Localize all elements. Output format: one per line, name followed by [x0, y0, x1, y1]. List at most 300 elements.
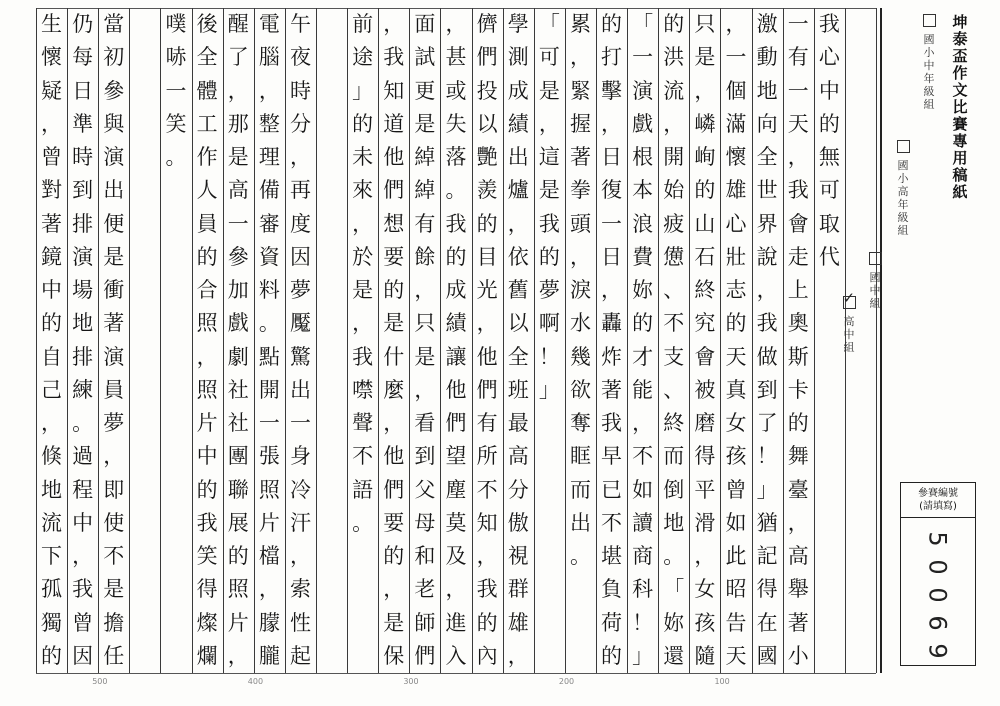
grid-cell: [318, 407, 346, 440]
grid-cell: 本: [632, 178, 654, 203]
form-title-char: 賽: [952, 115, 968, 133]
grid-cell: 擔: [103, 610, 125, 635]
grid-cell: 出: [289, 377, 311, 402]
char-count-marker: 300: [403, 677, 419, 686]
grid-cell: 妳: [663, 610, 685, 635]
grid-cell: 的: [538, 244, 560, 269]
grid-cell: 商: [632, 544, 654, 569]
grid-cell: [131, 75, 159, 108]
grid-column: [473, 8, 501, 673]
grid-cell: 不: [103, 544, 125, 569]
grid-cell: 讀: [632, 510, 654, 535]
grid-cell: 心: [818, 45, 840, 70]
grid-cell: 眶: [569, 444, 591, 469]
grid-cell: 一: [258, 411, 280, 436]
grid-cell: 場: [72, 278, 94, 303]
grid-cell: 照: [227, 577, 249, 602]
grid-cell: 中: [72, 510, 94, 535]
grid-cell: 可: [818, 178, 840, 203]
category-label-char: 年: [897, 198, 909, 211]
grid-cell: 那: [227, 111, 249, 136]
grid-cell: [131, 41, 159, 74]
grid-cell: 我: [445, 211, 467, 236]
grid-cell: 向: [756, 111, 778, 136]
grid-cell: 國: [756, 643, 778, 668]
grid-cell: 開: [258, 377, 280, 402]
grid-cell: [535, 640, 563, 673]
grid-cell: 是: [383, 311, 405, 336]
grid-cell: [131, 607, 159, 640]
grid-cell: 界: [756, 211, 778, 236]
grid-cell: [318, 640, 346, 673]
grid-cell: 們: [383, 178, 405, 203]
grid-cell: 練: [72, 377, 94, 402]
grid-cell: 著: [41, 211, 63, 236]
grid-cell: 展: [227, 510, 249, 535]
grid-cell: 洪: [663, 45, 685, 70]
grid-cell: 我: [818, 12, 840, 37]
grid-cell: [131, 307, 159, 340]
category-label-char: 組: [923, 98, 935, 111]
grid-cell: 資: [258, 244, 280, 269]
grid-cell: 參: [227, 244, 249, 269]
grid-cell: 地: [41, 477, 63, 502]
grid-cell: 說: [756, 244, 778, 269]
grid-cell: ，: [756, 278, 778, 303]
grid-cell: 爐: [507, 178, 529, 203]
grid-cell: 中: [41, 278, 63, 303]
grid-cell: 代: [818, 244, 840, 269]
grid-cell: 已: [601, 477, 623, 502]
grid-cell: 懷: [41, 45, 63, 70]
grid-cell: [318, 507, 346, 540]
grid-column: [722, 8, 750, 673]
grid-cell: 一: [632, 45, 654, 70]
grid-cell: [349, 640, 377, 673]
grid-cell: [131, 8, 159, 41]
grid-cell: [131, 274, 159, 307]
grid-cell: 高: [787, 544, 809, 569]
grid-cell: 生: [41, 12, 63, 37]
grid-cell: 光: [476, 278, 498, 303]
grid-cell: 荷: [601, 610, 623, 635]
grid-cell: 懷: [725, 145, 747, 170]
grid-cell: 女: [694, 577, 716, 602]
grid-cell: [131, 540, 159, 573]
grid-cell: [318, 8, 346, 41]
category-option[interactable]: [920, 14, 938, 111]
grid-cell: 社: [227, 411, 249, 436]
form-title-char: 紙: [952, 183, 968, 201]
grid-cell: 握: [569, 111, 591, 136]
grid-cell: [318, 174, 346, 207]
grid-cell: 中: [196, 444, 218, 469]
grid-cell: 出: [507, 145, 529, 170]
grid-cell: 得: [694, 444, 716, 469]
grid-cell: [131, 208, 159, 241]
grid-cell: 什: [383, 344, 405, 369]
grid-column: [504, 8, 532, 673]
category-label-char: 中: [869, 284, 881, 297]
grid-cell: 加: [227, 278, 249, 303]
grid-column: [784, 8, 812, 673]
grid-cell: 聯: [227, 477, 249, 502]
grid-column: [193, 8, 221, 673]
category-label-char: 高: [843, 315, 855, 328]
grid-cell: 奧: [787, 311, 809, 336]
char-count-marker: 400: [247, 677, 264, 686]
grid-cell: [535, 540, 563, 573]
grid-cell: 的: [818, 111, 840, 136]
grid-cell: 滿: [725, 111, 747, 136]
grid-cell: 猶: [756, 510, 778, 535]
grid-cell: ，: [258, 577, 280, 602]
grid-cell: 孤: [41, 577, 63, 602]
grid-cell: [162, 374, 190, 407]
grid-cell: 團: [227, 444, 249, 469]
grid-cell: [815, 607, 843, 640]
grid-cell: 此: [725, 544, 747, 569]
grid-cell: 傲: [507, 510, 529, 535]
grid-cell: ，: [352, 211, 374, 236]
grid-cell: 到: [756, 377, 778, 402]
grid-cell: 全: [507, 344, 529, 369]
category-checkbox[interactable]: [923, 14, 936, 27]
entry-number-value: [923, 525, 953, 665]
grid-cell: 他: [445, 377, 467, 402]
grid-cell: 累: [569, 12, 591, 37]
grid-cell: 。: [445, 178, 467, 203]
grid-cell: ，: [569, 45, 591, 70]
grid-cell: [535, 407, 563, 440]
grid-cell: 的: [41, 643, 63, 668]
grid-cell: [566, 607, 594, 640]
grid-cell: 告: [725, 610, 747, 635]
grid-cell: ，: [787, 510, 809, 535]
grid-cell: 而: [569, 477, 591, 502]
grid-cell: 著: [103, 311, 125, 336]
grid-cell: 因: [72, 643, 94, 668]
grid-cell: 時: [289, 78, 311, 103]
grid-cell: 朧: [258, 643, 280, 668]
entry-number-digit: 0: [924, 559, 952, 575]
grid-cell: 倒: [663, 477, 685, 502]
form-title-char: 坤: [952, 13, 968, 31]
grid-cell: [162, 208, 190, 241]
grid-cell: 員: [103, 377, 125, 402]
grid-cell: 演: [632, 78, 654, 103]
grid-cell: ，: [103, 444, 125, 469]
grid-cell: 當: [103, 12, 125, 37]
grid-cell: 了: [756, 411, 778, 436]
grid-cell: 斯: [787, 344, 809, 369]
grid-cell: 會: [787, 211, 809, 236]
grid-cell: 有: [787, 45, 809, 70]
grid-cell: 試: [414, 45, 436, 70]
grid-cell: 每: [72, 45, 94, 70]
grid-cell: ！: [632, 610, 654, 635]
grid-cell: [535, 607, 563, 640]
grid-cell: 天: [787, 111, 809, 136]
grid-cell: ，: [694, 78, 716, 103]
grid-column: [660, 8, 688, 673]
grid-cell: 後: [196, 12, 218, 37]
grid-cell: 即: [103, 477, 125, 502]
grid-cell: 滑: [694, 510, 716, 535]
grid-cell: 度: [289, 211, 311, 236]
grid-cell: 師: [414, 610, 436, 635]
grid-cell: 過: [72, 444, 94, 469]
grid-cell: 打: [601, 45, 623, 70]
grid-cell: [846, 41, 874, 74]
grid-cell: 如: [725, 510, 747, 535]
grid-cell: 我: [196, 510, 218, 535]
grid-cell: 地: [663, 510, 685, 535]
grid-cell: 冷: [289, 477, 311, 502]
grid-cell: ，: [227, 643, 249, 668]
grid-cell: [815, 474, 843, 507]
grid-cell: 不: [632, 444, 654, 469]
grid-column: [380, 8, 408, 673]
grid-cell: [815, 374, 843, 407]
grid-cell: 夢: [538, 278, 560, 303]
grid-cell: 笑: [196, 544, 218, 569]
grid-cell: 演: [103, 145, 125, 170]
grid-cell: [318, 141, 346, 174]
grid-cell: 笑: [165, 111, 187, 136]
category-option[interactable]: [866, 252, 884, 310]
grid-cell: 了: [227, 45, 249, 70]
grid-cell: [162, 640, 190, 673]
grid-cell: 排: [72, 344, 94, 369]
grid-cell: 會: [694, 344, 716, 369]
grid-cell: 記: [756, 544, 778, 569]
grid-cell: 性: [289, 610, 311, 635]
grid-cell: ，: [507, 643, 529, 668]
grid-cell: 。: [352, 510, 374, 535]
grid-cell: ，: [196, 344, 218, 369]
grid-cell: 奪: [569, 411, 591, 436]
category-label-char: 小: [897, 172, 909, 185]
grid-cell: 麼: [383, 377, 405, 402]
grid-cell: [535, 440, 563, 473]
grid-column: [691, 8, 719, 673]
form-title-char: 盃: [952, 47, 968, 65]
category-checkbox[interactable]: [869, 252, 882, 265]
category-checkbox[interactable]: [897, 140, 910, 153]
grid-cell: [846, 407, 874, 440]
grid-cell: 的: [383, 278, 405, 303]
grid-cell: 排: [72, 211, 94, 236]
grid-cell: 是: [414, 111, 436, 136]
grid-cell: ，: [632, 411, 654, 436]
grid-cell: [846, 640, 874, 673]
grid-cell: 開: [663, 145, 685, 170]
grid-cell: [162, 341, 190, 374]
grid-cell: [846, 8, 874, 41]
grid-cell: 更: [414, 78, 436, 103]
grid-cell: 一: [787, 12, 809, 37]
grid-cell: 是: [103, 577, 125, 602]
category-option[interactable]: [894, 140, 912, 237]
grid-cell: 地: [72, 311, 94, 336]
char-count-marker: 200: [558, 677, 575, 686]
grid-cell: 著: [601, 377, 623, 402]
grid-cell: [535, 474, 563, 507]
grid-cell: 天: [725, 643, 747, 668]
grid-cell: 昭: [725, 577, 747, 602]
grid-cell: 在: [756, 610, 778, 635]
grid-cell: 內: [476, 643, 498, 668]
grid-cell: [318, 341, 346, 374]
grid-column: [349, 8, 377, 673]
grid-cell: [535, 573, 563, 606]
grid-cell: 頭: [569, 211, 591, 236]
grid-cell: 他: [383, 145, 405, 170]
grid-cell: 噤: [352, 377, 374, 402]
category-checkbox[interactable]: [842, 289, 856, 309]
grid-cell: [162, 507, 190, 540]
grid-cell: 片: [258, 510, 280, 535]
grid-cell: 壯: [725, 244, 747, 269]
grid-cell: 有: [476, 411, 498, 436]
grid-cell: 才: [632, 344, 654, 369]
category-label-char: 中: [923, 59, 935, 72]
grid-cell: 不: [601, 510, 623, 535]
grid-column: [162, 8, 190, 673]
grid-cell: [846, 208, 874, 241]
grid-cell: 對: [41, 178, 63, 203]
grid-cell: 心: [725, 211, 747, 236]
grid-cell: 視: [507, 544, 529, 569]
grid-cell: 備: [258, 178, 280, 203]
grid-cell: [318, 374, 346, 407]
grid-cell: 整: [258, 111, 280, 136]
grid-cell: 及: [445, 544, 467, 569]
grid-cell: 一: [165, 78, 187, 103]
grid-cell: 個: [725, 78, 747, 103]
grid-cell: 因: [289, 244, 311, 269]
grid-cell: 魘: [289, 311, 311, 336]
entry-number-digit: 9: [924, 643, 952, 659]
grid-cell: [162, 573, 190, 606]
grid-cell: 夜: [289, 45, 311, 70]
grid-cell: 的: [445, 244, 467, 269]
entry-number-digit: 6: [924, 615, 952, 631]
grid-cell: 無: [818, 145, 840, 170]
grid-cell: 依: [507, 244, 529, 269]
grid-cell: [846, 75, 874, 108]
category-option[interactable]: [840, 289, 858, 354]
grid-cell: 曾: [725, 477, 747, 502]
grid-cell: 投: [476, 78, 498, 103]
grid-cell: 鏡: [41, 244, 63, 269]
grid-cell: 憊: [663, 244, 685, 269]
grid-cell: 成: [445, 278, 467, 303]
grid-cell: 我: [383, 45, 405, 70]
grid-cell: 早: [601, 444, 623, 469]
grid-cell: 的: [41, 311, 63, 336]
grid-cell: [131, 174, 159, 207]
grid-cell: 的: [632, 311, 654, 336]
grid-cell: 要: [383, 244, 405, 269]
grid-cell: 他: [476, 344, 498, 369]
grid-cell: 作: [196, 145, 218, 170]
grid-cell: 任: [103, 643, 125, 668]
grid-cell: [318, 41, 346, 74]
grid-cell: [131, 141, 159, 174]
grid-cell: [566, 640, 594, 673]
grid-cell: 著: [787, 610, 809, 635]
grid-cell: [846, 374, 874, 407]
grid-cell: [318, 540, 346, 573]
grid-cell: [815, 507, 843, 540]
grid-cell: 志: [725, 278, 747, 303]
grid-column: [69, 8, 97, 673]
form-title-char: 稿: [952, 166, 968, 184]
grid-cell: 照: [196, 377, 218, 402]
grid-cell: 汗: [289, 510, 311, 535]
grid-column: [286, 8, 314, 673]
grid-cell: ，: [476, 544, 498, 569]
category-label-char: 國: [869, 271, 881, 284]
grid-cell: 是: [103, 244, 125, 269]
grid-cell: 。: [72, 411, 94, 436]
grid-cell: 的: [601, 643, 623, 668]
grid-cell: 到: [414, 444, 436, 469]
grid-cell: [815, 640, 843, 673]
grid-cell: 照: [196, 311, 218, 336]
grid-cell: 失: [445, 111, 467, 136]
grid-column: [598, 8, 626, 673]
grid-cell: 道: [383, 111, 405, 136]
grid-cell: 科: [632, 577, 654, 602]
grid-cell: 午: [289, 12, 311, 37]
grid-cell: [162, 241, 190, 274]
grid-cell: 嶙: [694, 111, 716, 136]
grid-cell: [131, 108, 159, 141]
grid-column: [318, 8, 346, 673]
grid-cell: ，: [227, 78, 249, 103]
grid-cell: 隨: [694, 643, 716, 668]
grid-cell: 照: [258, 477, 280, 502]
entry-number-digit: 0: [924, 587, 952, 603]
grid-column: [255, 8, 283, 673]
grid-cell: 孩: [694, 610, 716, 635]
grid-column: [629, 8, 657, 673]
grid-cell: 片: [196, 411, 218, 436]
grid-cell: 始: [663, 178, 685, 203]
grid-cell: 我: [787, 178, 809, 203]
grid-cell: 我: [476, 577, 498, 602]
grid-cell: 燦: [196, 610, 218, 635]
grid-cell: ，: [41, 111, 63, 136]
grid-cell: 我: [601, 411, 623, 436]
grid-cell: 高: [507, 444, 529, 469]
grid-cell: 磨: [694, 411, 716, 436]
grid-cell: ！: [756, 444, 778, 469]
grid-column: [38, 8, 66, 673]
grid-cell: ，: [694, 544, 716, 569]
grid-cell: 爛: [196, 643, 218, 668]
grid-cell: 看: [414, 411, 436, 436]
grid-cell: 的: [227, 544, 249, 569]
grid-cell: 醒: [227, 12, 249, 37]
grid-cell: 是: [414, 344, 436, 369]
grid-cell: 峋: [694, 145, 716, 170]
grid-cell: 朦: [258, 610, 280, 635]
grid-cell: 被: [694, 377, 716, 402]
